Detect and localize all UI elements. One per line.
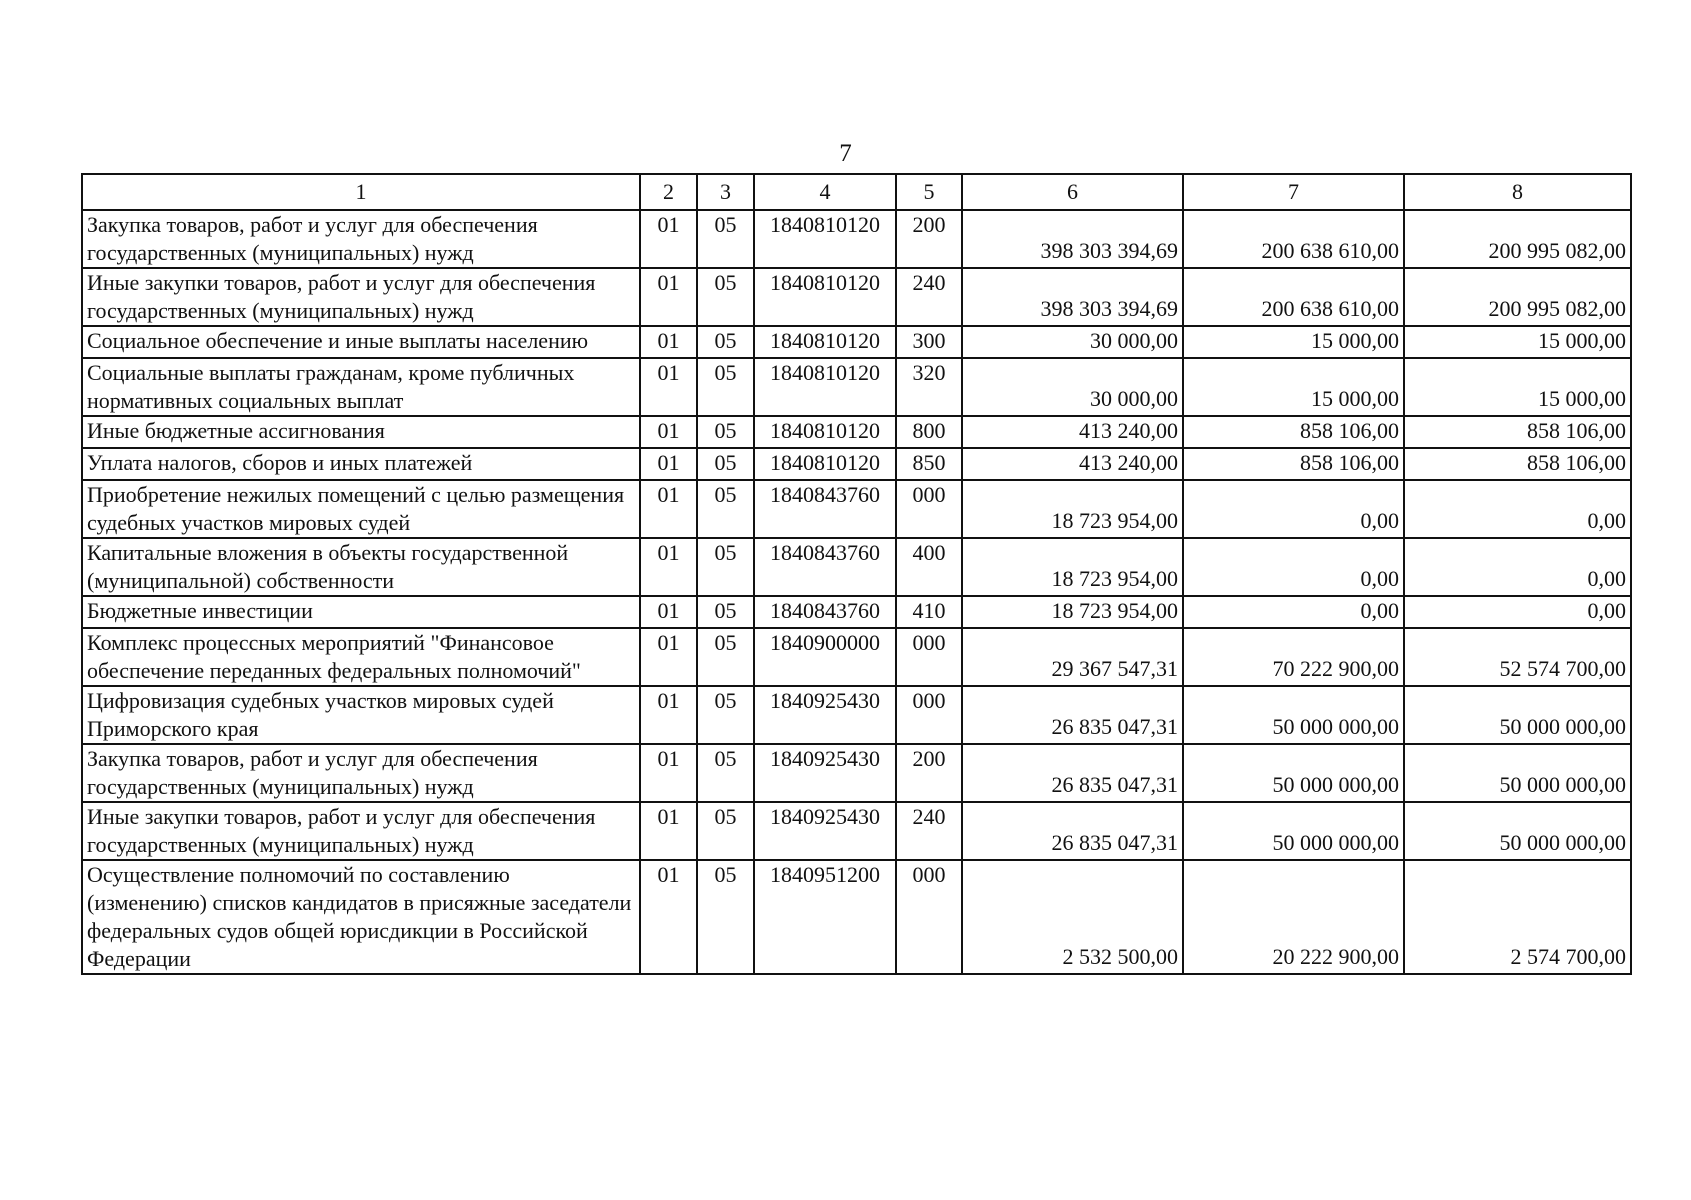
row-amount-cell: 858 106,00 [1183, 416, 1404, 448]
row-code-cell: 1840925430 [754, 686, 896, 744]
table-row [82, 448, 1631, 480]
row-amount-cell: 50 000 000,00 [1183, 744, 1404, 802]
row-amount-cell: 2 532 500,00 [962, 860, 1183, 974]
row-code-cell: 01 [640, 538, 697, 596]
row-amount-cell: 200 638 610,00 [1183, 268, 1404, 326]
row-code-cell: 05 [697, 628, 754, 686]
row-name-cell: Социальное обеспечение и иные выплаты населению [82, 326, 640, 358]
row-code-cell: 05 [697, 860, 754, 974]
row-amount-cell: 18 723 954,00 [962, 480, 1183, 538]
row-code-cell: 05 [697, 358, 754, 416]
row-amount-cell: 52 574 700,00 [1404, 628, 1631, 686]
row-code-cell: 320 [896, 358, 962, 416]
row-code-cell: 05 [697, 448, 754, 480]
row-amount-cell: 413 240,00 [962, 448, 1183, 480]
row-amount-cell: 30 000,00 [962, 326, 1183, 358]
row-code-cell: 01 [640, 596, 697, 628]
row-amount-cell: 50 000 000,00 [1404, 802, 1631, 860]
row-amount-cell: 30 000,00 [962, 358, 1183, 416]
row-name-cell: Закупка товаров, работ и услуг для обеспечения государственных (муниципальных) нужд [82, 210, 640, 268]
row-amount-cell: 200 995 082,00 [1404, 210, 1631, 268]
header-row [82, 174, 1631, 210]
row-name-cell: Закупка товаров, работ и услуг для обеспечения государственных (муниципальных) нужд [82, 744, 640, 802]
row-code-cell: 01 [640, 448, 697, 480]
row-name-cell: Социальные выплаты гражданам, кроме публичных нормативных социальных выплат [82, 358, 640, 416]
row-code-cell: 1840951200 [754, 860, 896, 974]
row-code-cell: 05 [697, 538, 754, 596]
column-header: 3 [697, 174, 754, 210]
column-header: 7 [1183, 174, 1404, 210]
row-code-cell: 1840843760 [754, 538, 896, 596]
row-amount-cell: 26 835 047,31 [962, 686, 1183, 744]
row-amount-cell: 70 222 900,00 [1183, 628, 1404, 686]
row-code-cell: 200 [896, 210, 962, 268]
row-amount-cell: 413 240,00 [962, 416, 1183, 448]
row-code-cell: 01 [640, 480, 697, 538]
row-code-cell: 05 [697, 686, 754, 744]
column-header: 2 [640, 174, 697, 210]
budget-table [81, 173, 1632, 975]
table-row [82, 744, 1631, 802]
row-name-cell: Комплекс процессных мероприятий "Финансовое обеспечение переданных федеральных полномочий" [82, 628, 640, 686]
row-name-cell: Цифровизация судебных участков мировых судей Приморского края [82, 686, 640, 744]
row-code-cell: 400 [896, 538, 962, 596]
row-code-cell: 01 [640, 860, 697, 974]
table-body [82, 210, 1631, 974]
table-row [82, 416, 1631, 448]
row-code-cell: 05 [697, 596, 754, 628]
row-code-cell: 05 [697, 210, 754, 268]
row-amount-cell: 15 000,00 [1404, 326, 1631, 358]
row-name-cell: Бюджетные инвестиции [82, 596, 640, 628]
row-amount-cell: 0,00 [1404, 596, 1631, 628]
row-code-cell: 1840810120 [754, 448, 896, 480]
row-code-cell: 1840810120 [754, 268, 896, 326]
row-amount-cell: 0,00 [1183, 538, 1404, 596]
table-row [82, 358, 1631, 416]
row-code-cell: 05 [697, 326, 754, 358]
row-code-cell: 01 [640, 416, 697, 448]
row-amount-cell: 18 723 954,00 [962, 538, 1183, 596]
row-code-cell: 1840925430 [754, 802, 896, 860]
row-code-cell: 1840810120 [754, 326, 896, 358]
row-name-cell: Иные закупки товаров, работ и услуг для обеспечения государственных (муниципальных) нужд [82, 268, 640, 326]
row-code-cell: 200 [896, 744, 962, 802]
row-amount-cell: 0,00 [1183, 480, 1404, 538]
row-amount-cell: 15 000,00 [1404, 358, 1631, 416]
row-amount-cell: 200 995 082,00 [1404, 268, 1631, 326]
row-amount-cell: 858 106,00 [1404, 416, 1631, 448]
row-code-cell: 01 [640, 802, 697, 860]
column-header: 1 [82, 174, 640, 210]
row-code-cell: 1840900000 [754, 628, 896, 686]
row-amount-cell: 0,00 [1404, 538, 1631, 596]
row-amount-cell: 0,00 [1404, 480, 1631, 538]
row-code-cell: 01 [640, 268, 697, 326]
row-amount-cell: 15 000,00 [1183, 358, 1404, 416]
row-code-cell: 01 [640, 358, 697, 416]
row-amount-cell: 50 000 000,00 [1183, 802, 1404, 860]
row-amount-cell: 398 303 394,69 [962, 210, 1183, 268]
row-code-cell: 05 [697, 744, 754, 802]
table-row [82, 268, 1631, 326]
row-code-cell: 410 [896, 596, 962, 628]
row-amount-cell: 26 835 047,31 [962, 744, 1183, 802]
table-row [82, 628, 1631, 686]
row-code-cell: 05 [697, 416, 754, 448]
row-amount-cell: 29 367 547,31 [962, 628, 1183, 686]
row-amount-cell: 18 723 954,00 [962, 596, 1183, 628]
row-amount-cell: 50 000 000,00 [1404, 686, 1631, 744]
table-row [82, 686, 1631, 744]
row-code-cell: 1840925430 [754, 744, 896, 802]
table-row [82, 860, 1631, 974]
table-row [82, 210, 1631, 268]
row-code-cell: 300 [896, 326, 962, 358]
row-amount-cell: 858 106,00 [1404, 448, 1631, 480]
row-amount-cell: 50 000 000,00 [1404, 744, 1631, 802]
row-name-cell: Приобретение нежилых помещений с целью размещения судебных участков мировых судей [82, 480, 640, 538]
row-amount-cell: 398 303 394,69 [962, 268, 1183, 326]
row-code-cell: 800 [896, 416, 962, 448]
row-code-cell: 01 [640, 326, 697, 358]
row-code-cell: 1840843760 [754, 480, 896, 538]
table-row [82, 596, 1631, 628]
row-code-cell: 000 [896, 480, 962, 538]
row-code-cell: 01 [640, 628, 697, 686]
row-amount-cell: 50 000 000,00 [1183, 686, 1404, 744]
column-header: 6 [962, 174, 1183, 210]
row-amount-cell: 200 638 610,00 [1183, 210, 1404, 268]
column-header: 4 [754, 174, 896, 210]
row-code-cell: 01 [640, 744, 697, 802]
row-code-cell: 01 [640, 210, 697, 268]
row-name-cell: Иные бюджетные ассигнования [82, 416, 640, 448]
row-name-cell: Иные закупки товаров, работ и услуг для обеспечения государственных (муниципальных) нужд [82, 802, 640, 860]
table-row [82, 538, 1631, 596]
row-code-cell: 1840810120 [754, 358, 896, 416]
row-code-cell: 05 [697, 802, 754, 860]
row-code-cell: 01 [640, 686, 697, 744]
row-amount-cell: 858 106,00 [1183, 448, 1404, 480]
row-amount-cell: 20 222 900,00 [1183, 860, 1404, 974]
column-header: 8 [1404, 174, 1631, 210]
table-row [82, 802, 1631, 860]
row-code-cell: 000 [896, 860, 962, 974]
row-code-cell: 1840810120 [754, 416, 896, 448]
row-name-cell: Уплата налогов, сборов и иных платежей [82, 448, 640, 480]
page-number: 7 [839, 140, 852, 167]
row-code-cell: 850 [896, 448, 962, 480]
row-code-cell: 000 [896, 628, 962, 686]
row-code-cell: 1840843760 [754, 596, 896, 628]
row-name-cell: Капитальные вложения в объекты государственной (муниципальной) собственности [82, 538, 640, 596]
row-code-cell: 05 [697, 480, 754, 538]
row-code-cell: 240 [896, 802, 962, 860]
row-amount-cell: 0,00 [1183, 596, 1404, 628]
row-amount-cell: 26 835 047,31 [962, 802, 1183, 860]
table-row [82, 326, 1631, 358]
row-name-cell: Осуществление полномочий по составлению (изменению) списков кандидатов в присяжные заседатели федеральных судов общей юрисдикции в Российской Федерации [82, 860, 640, 974]
row-code-cell: 1840810120 [754, 210, 896, 268]
row-amount-cell: 2 574 700,00 [1404, 860, 1631, 974]
row-code-cell: 000 [896, 686, 962, 744]
row-amount-cell: 15 000,00 [1183, 326, 1404, 358]
table-row [82, 480, 1631, 538]
row-code-cell: 05 [697, 268, 754, 326]
row-code-cell: 240 [896, 268, 962, 326]
column-header: 5 [896, 174, 962, 210]
